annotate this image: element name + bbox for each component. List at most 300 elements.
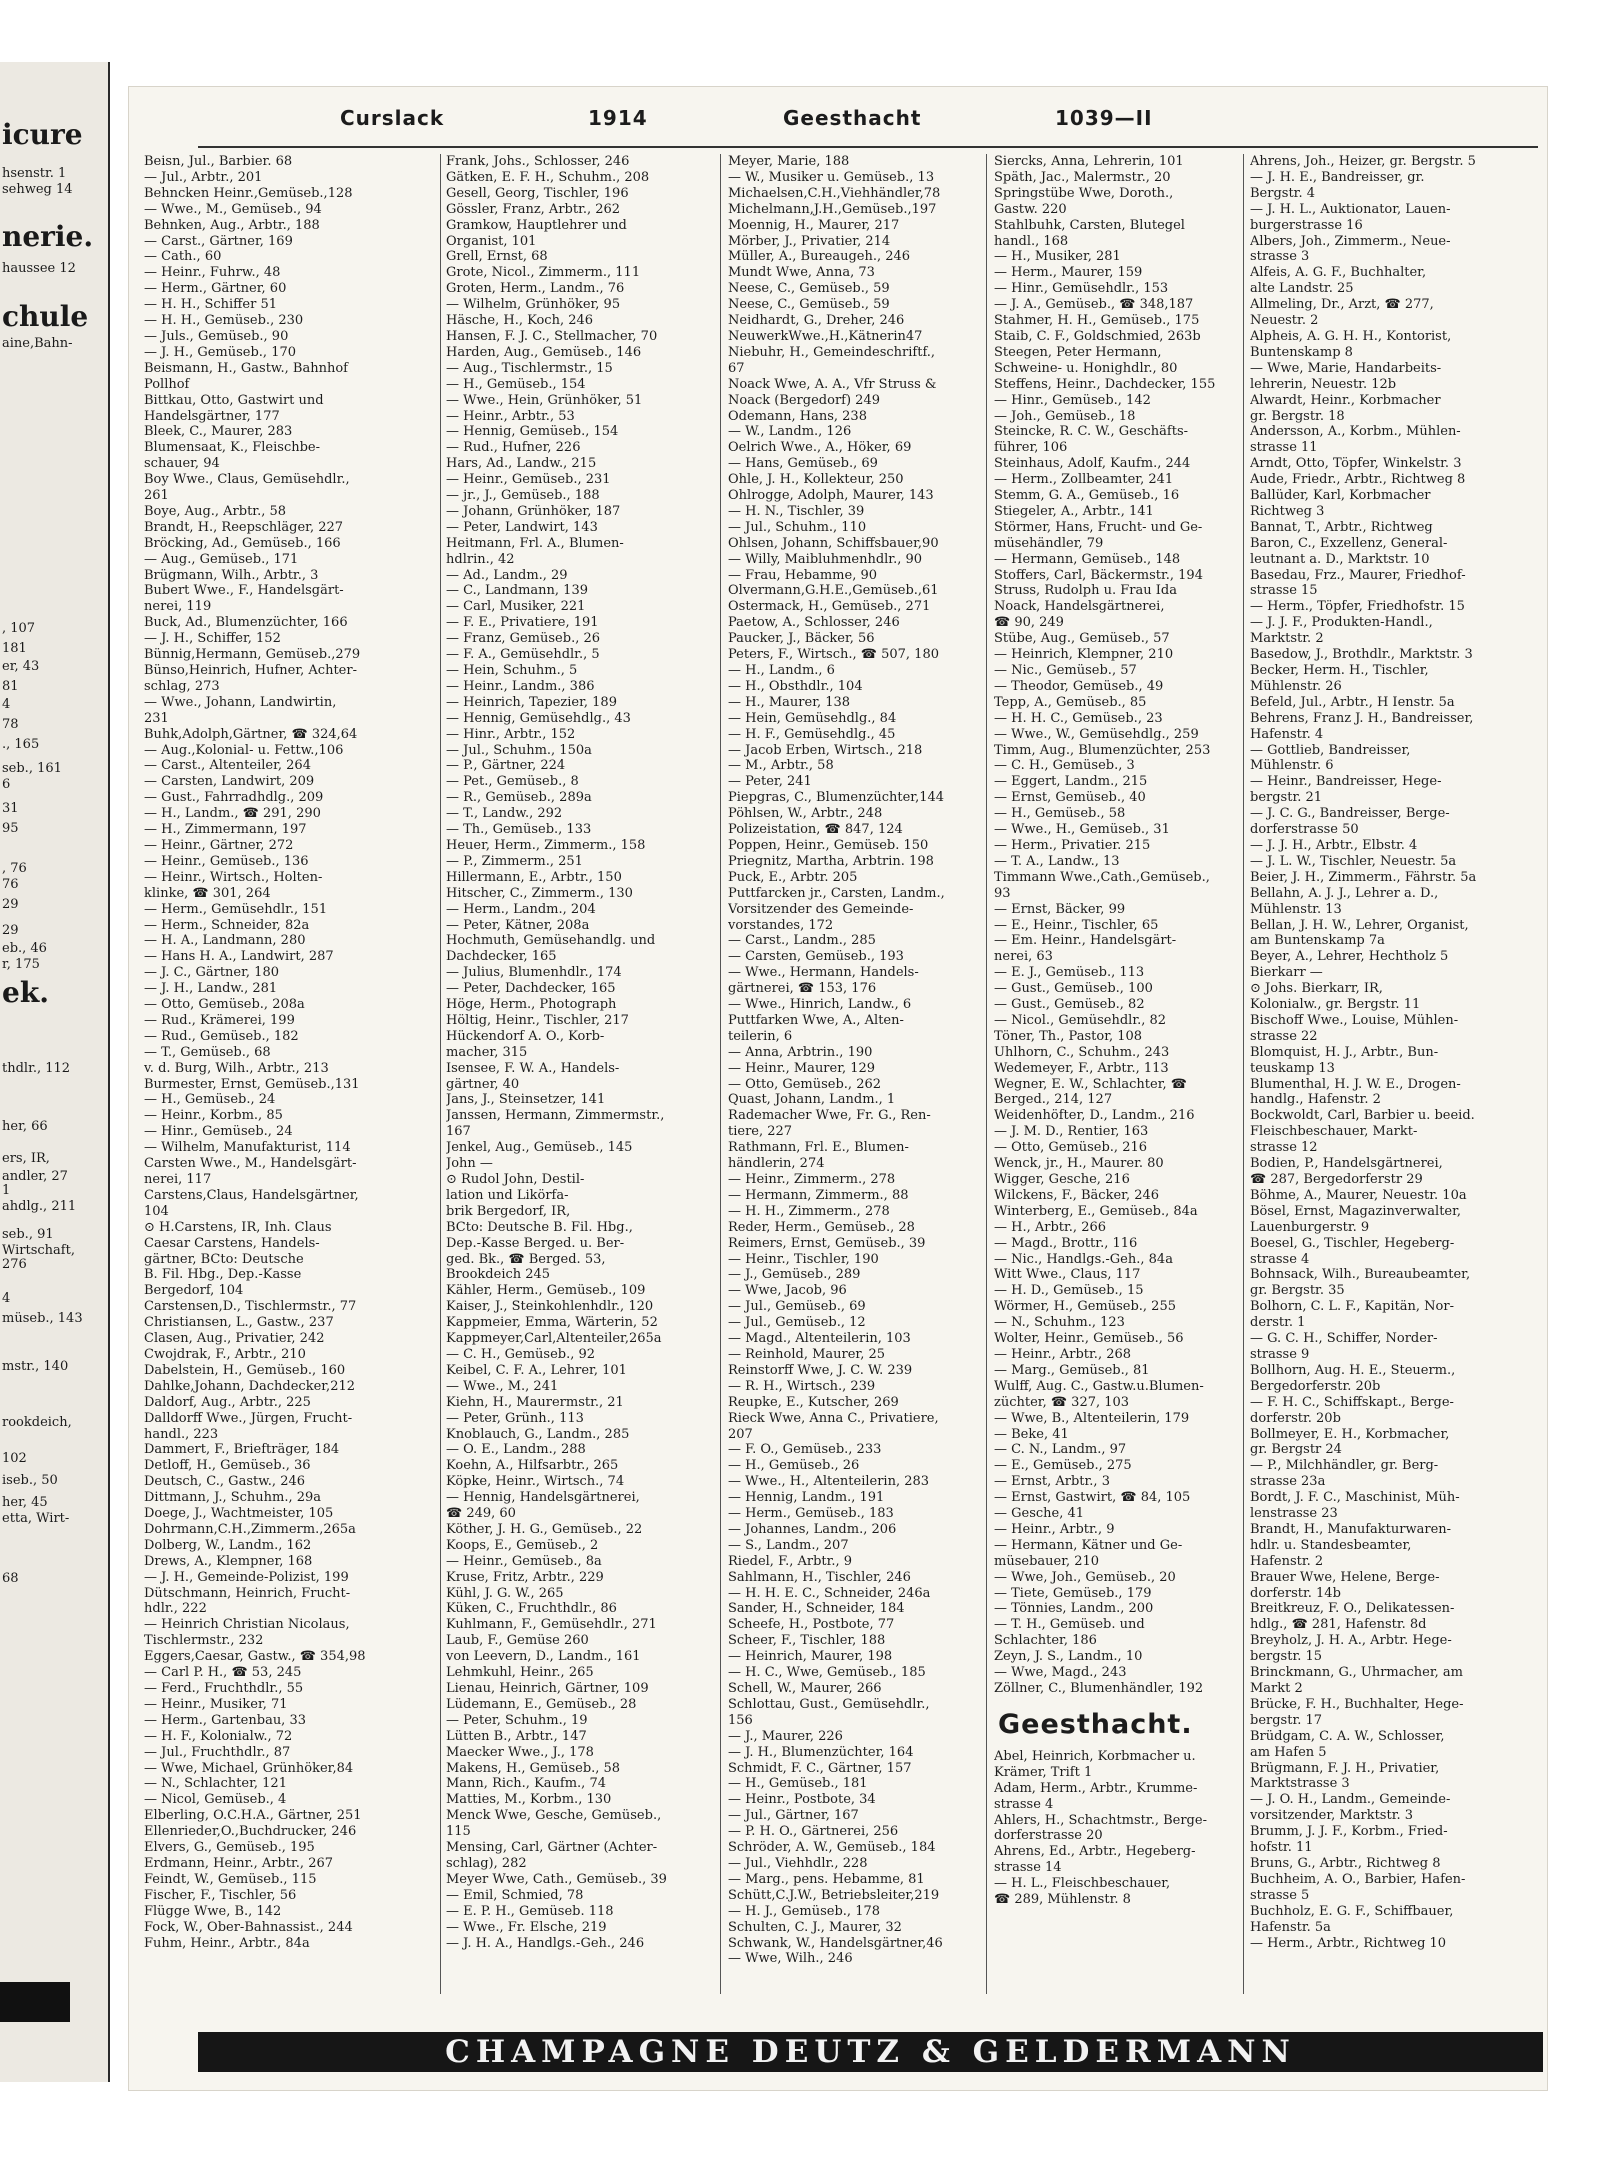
directory-entry: — Heinrich, Maurer, 198	[728, 1649, 893, 1665]
directory-entry: Odemann, Hans, 238	[728, 408, 867, 424]
directory-entry: — Hans H. A., Landwirt, 287	[144, 949, 334, 965]
directory-entry: Böhme, A., Maurer, Neuestr. 10a	[1250, 1187, 1467, 1203]
directory-entry: — Heinrich, Tapezier, 189	[446, 694, 617, 710]
directory-entry: strasse 23a	[1250, 1474, 1326, 1490]
directory-entry: Matties, M., Korbm., 130	[446, 1792, 612, 1808]
directory-entry: Stahmer, H. H., Gemüseb., 175	[994, 313, 1200, 329]
directory-entry: — Pet., Gemüseb., 8	[446, 774, 579, 790]
directory-entry: — H. J., Gemüseb., 178	[728, 1903, 881, 1919]
directory-entry: — Rud., Gemüseb., 182	[144, 1028, 299, 1044]
directory-entry: Ohle, J. H., Kollekteur, 250	[728, 472, 904, 488]
directory-entry: Springstübe Wwe, Doroth.,	[994, 185, 1174, 201]
directory-entry: — Jacob Erben, Wirtsch., 218	[728, 742, 923, 758]
directory-entry: Deutsch, C., Gastw., 246	[144, 1474, 306, 1490]
directory-entry: — H., Landm., ☎ 291, 290	[144, 806, 321, 822]
directory-entry: Allmeling, Dr., Arzt, ☎ 277,	[1250, 297, 1434, 313]
directory-entry: — Peter, 241	[728, 774, 812, 790]
directory-entry: strasse 9	[1250, 1346, 1310, 1362]
directory-entry: Heitmann, Frl. A., Blumen-	[446, 535, 624, 551]
directory-entry: Basedau, Frz., Maurer, Friedhof-	[1250, 567, 1466, 583]
directory-entry: Janssen, Hermann, Zimmermstr.,	[446, 1108, 665, 1124]
directory-entry: — J. H. A., Handlgs.-Geh., 246	[446, 1935, 645, 1951]
directory-entry: — Marg., pens. Hebamme, 81	[728, 1871, 925, 1887]
directory-entry: Piepgras, C., Blumenzüchter,144	[728, 790, 945, 806]
directory-entry: Neuestr. 2	[1250, 313, 1319, 329]
directory-entry: John —	[446, 1156, 493, 1172]
directory-entry: — Magd., Brottr., 116	[994, 1235, 1138, 1251]
directory-entry: Hitscher, C., Zimmerm., 130	[446, 885, 633, 901]
directory-entry: — J. M. D., Rentier, 163	[994, 1124, 1149, 1140]
directory-entry: Eggers,Caesar, Gastw., ☎ 354,98	[144, 1649, 366, 1665]
directory-entry: Wenck, jr., H., Maurer. 80	[994, 1156, 1164, 1172]
directory-entry: Michelmann,J.H.,Gemüseb.,197	[728, 201, 937, 217]
directory-entry: Lienau, Heinrich, Gärtner, 109	[446, 1681, 649, 1696]
directory-entry: Markt 2	[1250, 1681, 1303, 1696]
previous-page-fragment: 1	[2, 1183, 11, 1198]
directory-entry: Fischer, F., Tischler, 56	[144, 1887, 297, 1903]
directory-entry: führer, 106	[994, 440, 1068, 456]
directory-entry: — Eggert, Landm., 215	[994, 774, 1148, 790]
directory-entry: Fock, W., Ober-Bahnassist., 244	[144, 1919, 353, 1935]
directory-entry: Hillermann, E., Arbtr., 150	[446, 869, 622, 885]
directory-entry: Wörmer, H., Gemüseb., 255	[994, 1299, 1176, 1315]
directory-entry: Riedel, F., Arbtr., 9	[728, 1553, 853, 1569]
directory-entry: von Leevern, D., Landm., 161	[446, 1649, 641, 1665]
directory-entry: Späth, Jac., Malermstr., 20	[994, 169, 1171, 185]
directory-entry: dorferstr. 14b	[1250, 1585, 1341, 1601]
directory-entry: Breitkreuz, F. O., Delikatessen-	[1250, 1601, 1455, 1617]
directory-entry: Aude, Friedr., Arbtr., Richtweg 8	[1250, 472, 1466, 488]
directory-entry: Brandt, H., Reepschläger, 227	[144, 519, 344, 535]
directory-entry: macher, 315	[446, 1044, 528, 1060]
header-left-title: Curslack	[340, 106, 445, 130]
directory-entry: Bleek, C., Maurer, 283	[144, 424, 293, 440]
directory-entry: Tepp, A., Gemüseb., 85	[994, 694, 1147, 710]
directory-entry: — Wwe, Magd., 243	[994, 1665, 1127, 1681]
directory-entry: — Heinr., Bandreisser, Hege-	[1250, 774, 1442, 790]
directory-entry: Schwank, W., Handelsgärtner,46	[728, 1935, 943, 1951]
directory-entry: Boy Wwe., Claus, Gemüsehdlr.,	[144, 472, 350, 488]
previous-page-fragment: r, 175	[2, 957, 40, 972]
directory-entry: — T. H., Gemüseb. und	[994, 1617, 1145, 1633]
directory-entry: — Rud., Krämerei, 199	[144, 1012, 295, 1028]
directory-entry: — Wwe., Fr. Elsche, 219	[446, 1919, 607, 1935]
previous-page-fragment: er, 43	[2, 659, 40, 674]
directory-entry: Lütten B., Arbtr., 147	[446, 1728, 587, 1744]
directory-entry: — H., Gemüseb., 26	[728, 1458, 860, 1474]
previous-page-fragment: 276	[2, 1257, 27, 1272]
directory-entry: 156	[728, 1712, 753, 1728]
directory-entry: Neese, C., Gemüseb., 59	[728, 281, 890, 297]
directory-entry: strasse 4	[1250, 1251, 1310, 1267]
directory-entry: Kappmeier, Emma, Wärterin, 52	[446, 1315, 658, 1331]
previous-page-black-bar	[0, 1982, 70, 2022]
directory-entry: — H. H. E. C., Schneider, 246a	[728, 1585, 931, 1601]
previous-page-fragment: Wirtschaft,	[2, 1243, 75, 1258]
directory-entry: — Juls., Gemüseb., 90	[144, 328, 289, 344]
directory-entry: — Wwe., Johann, Landwirtin,	[144, 694, 337, 710]
directory-entry: — E. P. H., Gemüseb. 118	[446, 1903, 614, 1919]
directory-entry: Beyer, A., Lehrer, Hechtholz 5	[1250, 949, 1449, 965]
directory-entry: — E., Heinr., Tischler, 65	[994, 917, 1159, 933]
directory-entry: Siercks, Anna, Lehrerin, 101	[994, 154, 1184, 169]
directory-entry: Stemm, G. A., Gemüseb., 16	[994, 488, 1180, 504]
directory-entry: Buck, Ad., Blumenzüchter, 166	[144, 615, 348, 631]
directory-entry: Feindt, W., Gemüseb., 115	[144, 1871, 317, 1887]
directory-entry: Tischlermstr., 232	[144, 1633, 264, 1649]
header-year: 1914	[588, 106, 648, 130]
directory-entry: hdlr., 222	[144, 1601, 207, 1617]
directory-entry: — Nic., Gemüseb., 57	[994, 663, 1137, 678]
directory-entry: Blomquist, H. J., Arbtr., Bun-	[1250, 1044, 1439, 1060]
directory-entry: Isensee, F. W. A., Handels-	[446, 1060, 620, 1076]
directory-entry: — S., Landm., 207	[728, 1537, 849, 1553]
directory-entry: — Aug.,Kolonial- u. Fettw.,106	[144, 742, 344, 758]
directory-entry: Küken, C., Fruchthdlr., 86	[446, 1601, 617, 1617]
previous-page-fragment: 95	[2, 821, 19, 836]
directory-entry: brik Bergedorf, IR,	[446, 1203, 571, 1219]
directory-entry: Fuhm, Heinr., Arbtr., 84a	[144, 1935, 310, 1951]
directory-entry: Blumenthal, H. J. W. E., Drogen-	[1250, 1076, 1461, 1092]
directory-entry: Rathmann, Frl. E., Blumen-	[728, 1140, 909, 1156]
directory-entry: Bösel, Ernst, Magazinverwalter,	[1250, 1203, 1462, 1219]
directory-entry: — Marg., Gemüseb., 81	[994, 1362, 1150, 1378]
directory-entry: Höltig, Heinr., Tischler, 217	[446, 1012, 629, 1028]
directory-entry: — Otto, Gemüseb., 262	[728, 1076, 882, 1092]
directory-entry: Koehn, A., Hilfsarbtr., 265	[446, 1458, 619, 1474]
directory-entry: Koops, E., Gemüseb., 2	[446, 1537, 599, 1553]
directory-entry: — H., Gemüseb., 24	[144, 1092, 276, 1108]
directory-entry: — Johann, Grünhöker, 187	[446, 503, 621, 519]
header-rule	[198, 146, 1538, 148]
directory-entry: Hückendorf A. O., Korb-	[446, 1028, 605, 1044]
previous-page-fragment: mstr., 140	[2, 1359, 69, 1374]
header-page-number: 1039—II	[1055, 106, 1153, 130]
previous-page-fragment: andler, 27	[2, 1169, 68, 1184]
directory-entry: Rieck Wwe, Anna C., Privatiere,	[728, 1410, 939, 1426]
previous-page-fragment: 76	[2, 877, 19, 892]
directory-entry: — H., Gemüseb., 181	[728, 1776, 868, 1792]
directory-entry: Niebuhr, H., Gemeindeschriftf.,	[728, 344, 936, 360]
directory-entry: Weidenhöfter, D., Landm., 216	[994, 1108, 1195, 1124]
directory-entry: Buchholz, E. G. F., Schiffbauer,	[1250, 1903, 1454, 1919]
previous-page-fragment: aine,Bahn-	[2, 336, 73, 351]
directory-entry: leutnant a. D., Marktstr. 10	[1250, 551, 1430, 567]
directory-entry: — Wwe, B., Altenteilerin, 179	[994, 1410, 1190, 1426]
previous-page-fragment: nerie.	[2, 220, 94, 253]
directory-entry: Adam, Herm., Arbtr., Krumme-	[994, 1780, 1198, 1796]
directory-entry: Paetow, A., Schlosser, 246	[728, 615, 900, 631]
directory-entry: — J. H., Blumenzüchter, 164	[728, 1744, 914, 1760]
previous-page-fragment: ahdlg., 211	[2, 1199, 77, 1214]
directory-entry: Gössler, Franz, Arbtr., 262	[446, 201, 621, 217]
directory-entry: — R., Gemüseb., 289a	[446, 790, 592, 806]
directory-entry: Brügmann, F. J. H., Privatier,	[1250, 1760, 1440, 1776]
previous-page-fragment: 31	[2, 801, 19, 816]
directory-entry: — Magd., Altenteilerin, 103	[728, 1331, 911, 1347]
directory-entry: — Julius, Blumenhdlr., 174	[446, 965, 622, 981]
directory-entry: Neidhardt, G., Dreher, 246	[728, 313, 905, 329]
directory-entry: — H. N., Tischler, 39	[728, 503, 865, 519]
directory-entry: — Ferd., Fruchthdlr., 55	[144, 1681, 304, 1696]
directory-entry: Pöhlsen, W., Arbtr., 248	[728, 806, 883, 822]
directory-entry: — Joh., Gemüseb., 18	[994, 408, 1136, 424]
directory-entry: Becker, Herm. H., Tischler,	[1250, 663, 1429, 678]
directory-entry: müsehändler, 79	[994, 535, 1104, 551]
directory-entry: hdlr. u. Standesbeamter,	[1250, 1537, 1412, 1553]
directory-entry: Reupke, E., Kutscher, 269	[728, 1394, 899, 1410]
directory-entry: teilerin, 6	[728, 1028, 793, 1044]
directory-entry: Beier, J. H., Zimmerm., Fährstr. 5a	[1250, 869, 1477, 885]
directory-entry: — Frau, Hebamme, 90	[728, 567, 878, 583]
directory-entry: — Willy, Maibluhmenhdlr., 90	[728, 551, 923, 567]
directory-entry: — Heinr., Gärtner, 272	[144, 837, 294, 853]
previous-page-fragment: her, 45	[2, 1495, 48, 1510]
directory-entry: — M., Arbtr., 58	[728, 758, 834, 774]
directory-entry: — Wilhelm, Grünhöker, 95	[446, 297, 621, 313]
directory-entry: — Heinrich, Klempner, 210	[994, 647, 1174, 663]
directory-entry: — Heinr., Gemüseb., 136	[144, 853, 309, 869]
column-5	[1250, 154, 1514, 2014]
directory-entry: — Heinrich Christian Nicolaus,	[144, 1617, 350, 1633]
directory-entry: — Carsten, Gemüseb., 193	[728, 949, 904, 965]
directory-entry: Bittkau, Otto, Gastwirt und	[144, 392, 324, 408]
directory-entry: — J. H., Landw., 281	[144, 981, 278, 997]
directory-entry: Brinckmann, G., Uhrmacher, am	[1250, 1665, 1463, 1681]
directory-entry: — Jul., Schuhm., 150a	[446, 742, 592, 758]
directory-entry: — Heinr., Gemüseb., 231	[446, 472, 611, 488]
directory-entry: — Theodor, Gemüseb., 49	[994, 678, 1164, 694]
directory-entry: Paucker, J., Bäcker, 56	[728, 631, 875, 647]
directory-entry: hdlg., ☎ 281, Hafenstr. 8d	[1250, 1617, 1427, 1633]
directory-entry: — Wwe., Hermann, Handels-	[728, 965, 919, 981]
directory-entry: Neese, C., Gemüseb., 59	[728, 297, 890, 313]
directory-entry: — Herm., Zollbeamter, 241	[994, 472, 1174, 488]
directory-entry: Elberling, O.C.H.A., Gärtner, 251	[144, 1808, 362, 1824]
directory-entry: Brauer Wwe, Helene, Berge-	[1250, 1569, 1440, 1585]
directory-entry: Struss, Rudolph u. Frau Ida	[994, 583, 1177, 599]
directory-entry: Alwardt, Heinr., Korbmacher	[1250, 392, 1441, 408]
directory-entry: Häsche, H., Koch, 246	[446, 313, 594, 329]
directory-entry: — Herm., Töpfer, Friedhofstr. 15	[1250, 599, 1465, 615]
directory-entry: Grote, Nicol., Zimmerm., 111	[446, 265, 641, 281]
directory-entry: Timm, Aug., Blumenzüchter, 253	[994, 742, 1211, 758]
directory-entry: Schmidt, F. C., Gärtner, 157	[728, 1760, 912, 1776]
previous-page-fragment: 6	[2, 777, 11, 792]
directory-entry: — T., Landw., 292	[446, 806, 563, 822]
directory-entry: nerei, 63	[994, 949, 1053, 965]
directory-entry: ☎ 249, 60	[446, 1506, 516, 1522]
directory-entry: — P., Milchhändler, gr. Berg-	[1250, 1458, 1439, 1474]
directory-entry: tiere, 227	[728, 1124, 793, 1140]
directory-entry: Schütt,C.J.W., Betriebsleiter,219	[728, 1887, 940, 1903]
directory-entry: Köther, J. H. G., Gemüseb., 22	[446, 1521, 643, 1537]
previous-page-fragment: 102	[2, 1451, 27, 1466]
directory-entry: — Rud., Hufner, 226	[446, 440, 581, 456]
directory-entry: — Ernst, Gastwirt, ☎ 84, 105	[994, 1490, 1191, 1506]
directory-entry: Michaelsen,C.H.,Viehhändler,78	[728, 185, 941, 201]
directory-entry: Buhk,Adolph,Gärtner, ☎ 324,64	[144, 726, 358, 742]
directory-entry: 261	[144, 488, 169, 504]
directory-entry: Carsten Wwe., M., Handelsgärt-	[144, 1156, 357, 1172]
directory-entry: Noack (Bergedorf) 249	[728, 392, 880, 408]
directory-entry: Doege, J., Wachtmeister, 105	[144, 1506, 334, 1522]
directory-entry: — Jul., Viehhdlr., 228	[728, 1855, 868, 1871]
directory-entry: — Hinr., Gemüseb., 24	[144, 1124, 293, 1140]
directory-entry: — Hennig, Gemüsehdlg., 43	[446, 710, 631, 726]
directory-entry: Hafenstr. 2	[1250, 1553, 1324, 1569]
directory-entry: — J. O. H., Landm., Gemeinde-	[1250, 1792, 1451, 1808]
directory-entry: — H., Musiker, 281	[994, 249, 1121, 265]
directory-entry: — F. H. C., Schiffskapt., Berge-	[1250, 1394, 1454, 1410]
directory-entry: Sahlmann, H., Tischler, 246	[728, 1569, 911, 1585]
directory-entry: Steincke, R. C. W., Geschäfts-	[994, 424, 1189, 440]
directory-entry: Bollhorn, Aug. H. E., Steuerm.,	[1250, 1362, 1456, 1378]
directory-entry: — Heinr., Wirtsch., Holten-	[144, 869, 323, 885]
previous-page-fragment: thdlr., 112	[2, 1061, 71, 1076]
directory-entry: Schlottau, Gust., Gemüsehdlr.,	[728, 1696, 930, 1712]
page-header	[128, 96, 1548, 136]
directory-entry: — Hermann, Kätner und Ge-	[994, 1537, 1183, 1553]
directory-entry: ☎ 90, 249	[994, 615, 1064, 631]
directory-entry: Bischoff Wwe., Louise, Mühlen-	[1250, 1012, 1459, 1028]
directory-entry: — Carst., Gärtner, 169	[144, 233, 293, 249]
directory-entry: — Th., Gemüseb., 133	[446, 822, 592, 838]
directory-entry: Albers, Joh., Zimmerm., Neue-	[1250, 233, 1451, 249]
directory-entry: dorferstrasse 20	[994, 1828, 1103, 1844]
directory-entry: Timmann Wwe.,Cath.,Gemüseb.,	[994, 869, 1210, 885]
directory-entry: Kuhlmann, F., Gemüsehdlr., 271	[446, 1617, 657, 1633]
directory-entry: strasse 14	[994, 1860, 1062, 1876]
directory-entry: — O. E., Landm., 288	[446, 1442, 586, 1458]
directory-entry: v. d. Burg, Wilh., Arbtr., 213	[144, 1060, 329, 1076]
directory-entry: ged. Bk., ☎ Berged. 53,	[446, 1251, 606, 1267]
directory-entry: Mühlenstr. 26	[1250, 678, 1342, 694]
directory-entry: — Ernst, Bäcker, 99	[994, 901, 1126, 917]
directory-entry: — J. C. G., Bandreisser, Berge-	[1250, 806, 1450, 822]
previous-page-fragment: 68	[2, 1571, 19, 1586]
directory-entry: strasse 3	[1250, 249, 1310, 265]
directory-entry: Arndt, Otto, Töpfer, Winkelstr. 3	[1250, 456, 1462, 472]
directory-entry: Buchheim, A. O., Barbier, Hafen-	[1250, 1871, 1466, 1887]
previous-page-fragment: müseb., 143	[2, 1311, 83, 1326]
directory-entry: Brücke, F. H., Buchhalter, Hege-	[1250, 1696, 1464, 1712]
directory-entry: — J. H., Gemüseb., 170	[144, 344, 297, 360]
directory-entry: Elvers, G., Gemüseb., 195	[144, 1840, 315, 1856]
directory-entry: — Heinr., Postbote, 34	[728, 1792, 876, 1808]
directory-entry: — Hein, Gemüsehdlg., 84	[728, 710, 897, 726]
directory-entry: — Wwe., H., Gemüseb., 31	[994, 822, 1170, 838]
directory-entry: ☎ 287, Bergedorferstr 29	[1250, 1172, 1423, 1187]
directory-entry: Clasen, Aug., Privatier, 242	[144, 1331, 325, 1347]
directory-entry: schlag, 273	[144, 678, 220, 694]
directory-entry: Dalldorff Wwe., Jürgen, Frucht-	[144, 1410, 353, 1426]
directory-entry: — F. A., Gemüsehdlr., 5	[446, 647, 600, 663]
directory-entry: Puck, E., Arbtr. 205	[728, 869, 858, 885]
directory-entry: schauer, 94	[144, 456, 220, 472]
directory-entry: — Hennig, Gemüseb., 154	[446, 424, 619, 440]
directory-entry: handlg., Hafenstr. 2	[1250, 1092, 1381, 1108]
directory-entry: handl., 223	[144, 1426, 219, 1442]
previous-page-fragment: 81	[2, 679, 19, 694]
directory-entry: — J. A., Gemüseb., ☎ 348,187	[994, 297, 1194, 313]
directory-entry: — Ernst, Gemüseb., 40	[994, 790, 1146, 806]
directory-entry: Reinstorff Wwe, J. C. W. 239	[728, 1362, 913, 1378]
directory-entry: Dachdecker, 165	[446, 949, 557, 965]
directory-entry: Mensing, Carl, Gärtner (Achter-	[446, 1840, 658, 1856]
directory-entry: Köpke, Heinr., Wirtsch., 74	[446, 1474, 625, 1490]
directory-entry: Abel, Heinrich, Korbmacher u.	[994, 1748, 1196, 1764]
directory-entry: Bellahn, A. J. J., Lehrer a. D.,	[1250, 885, 1439, 901]
directory-entry: — C. H., Gemüseb., 92	[446, 1346, 596, 1362]
directory-entry: — Hennig, Handelsgärtnerei,	[446, 1490, 640, 1506]
directory-entry: Dahlke,Johann, Dachdecker,212	[144, 1378, 356, 1394]
previous-page-fragment: eb., 46	[2, 941, 47, 956]
directory-entry: — Nicol, Gemüseb., 4	[144, 1792, 287, 1808]
directory-entry: Ohlsen, Johann, Schiffsbauer,90	[728, 535, 939, 551]
directory-entry: hdlrin., 42	[446, 551, 515, 567]
directory-entry: — Otto, Gemüseb., 208a	[144, 997, 305, 1013]
directory-entry: — F. O., Gemüseb., 233	[728, 1442, 882, 1458]
directory-entry: Quast, Johann, Landm., 1	[728, 1092, 896, 1108]
directory-entry: handl., 168	[994, 233, 1069, 249]
directory-entry: — Gottlieb, Bandreisser,	[1250, 742, 1411, 758]
directory-entry: Blumensaat, K., Fleischbe-	[144, 440, 321, 456]
directory-entry: ⊙ Rudol John, Destil-	[446, 1172, 585, 1187]
directory-entry: — Aug., Gemüseb., 171	[144, 551, 299, 567]
directory-entry: — Heinr., Musiker, 71	[144, 1696, 288, 1712]
directory-entry: — Emil, Schmied, 78	[446, 1887, 584, 1903]
directory-entry: Störmer, Hans, Frucht- und Ge-	[994, 519, 1203, 535]
directory-entry: hofstr. 11	[1250, 1840, 1313, 1856]
directory-entry: — Hermann, Gemüseb., 148	[994, 551, 1181, 567]
directory-entry: Bordt, J. F. C., Maschinist, Müh-	[1250, 1490, 1460, 1506]
directory-entry: B. Fil. Hbg., Dep.-Kasse	[144, 1267, 302, 1283]
directory-entry: — Franz, Gemüseb., 26	[446, 631, 601, 647]
directory-entry: Brumm, J. J. F., Korbm., Fried-	[1250, 1824, 1448, 1840]
directory-entry: — J. H., Schiffer, 152	[144, 631, 281, 647]
directory-entry: Bünso,Heinrich, Hufner, Achter-	[144, 663, 357, 678]
directory-entry: Organist, 101	[446, 233, 537, 249]
directory-entry: Schlachter, 186	[994, 1633, 1097, 1649]
directory-entry: — P., Zimmerm., 251	[446, 853, 583, 869]
directory-entry: Carstensen,D., Tischlermstr., 77	[144, 1299, 357, 1315]
directory-entry: ⊙ Johs. Bierkarr, IR,	[1250, 981, 1383, 997]
directory-entry: Höge, Herm., Photograph	[446, 997, 617, 1013]
directory-entry: Meyer, Marie, 188	[728, 154, 850, 169]
directory-entry: Flügge Wwe, B., 142	[144, 1903, 282, 1919]
directory-entry: Peters, F., Wirtsch., ☎ 507, 180	[728, 647, 939, 663]
directory-entry: Ohlrogge, Adolph, Maurer, 143	[728, 488, 934, 504]
directory-entry: Breyholz, J. H. A., Arbtr. Hege-	[1250, 1633, 1452, 1649]
directory-entry: Bodien, P., Handelsgärtnerei,	[1250, 1156, 1443, 1172]
directory-entry: Alpheis, A. G. H. H., Kontorist,	[1250, 328, 1452, 344]
directory-entry: Buntenskamp 8	[1250, 344, 1353, 360]
directory-entry: Ellenrieder,O.,Buchdrucker, 246	[144, 1824, 357, 1840]
directory-entry: Dabelstein, H., Gemüseb., 160	[144, 1362, 346, 1378]
directory-entry: — Em. Heinr., Handelsgärt-	[994, 933, 1177, 949]
directory-entry: bergstr. 21	[1250, 790, 1323, 806]
directory-entry: Mühlenstr. 6	[1250, 758, 1334, 774]
directory-entry: — H., Gemüseb., 58	[994, 806, 1126, 822]
directory-entry: Behrens, Franz J. H., Bandreisser,	[1250, 710, 1474, 726]
directory-entry: Behncken Heinr.,Gemüseb.,128	[144, 185, 353, 201]
directory-entry: Scheefe, H., Postbote, 77	[728, 1617, 895, 1633]
directory-entry: Dittmann, J., Schuhm., 29a	[144, 1490, 322, 1506]
directory-entry: Andersson, A., Korbm., Mühlen-	[1250, 424, 1461, 440]
directory-entry: — Aug., Tischlermstr., 15	[446, 360, 613, 376]
directory-entry: Bubert Wwe., F., Handelsgärt-	[144, 583, 344, 599]
